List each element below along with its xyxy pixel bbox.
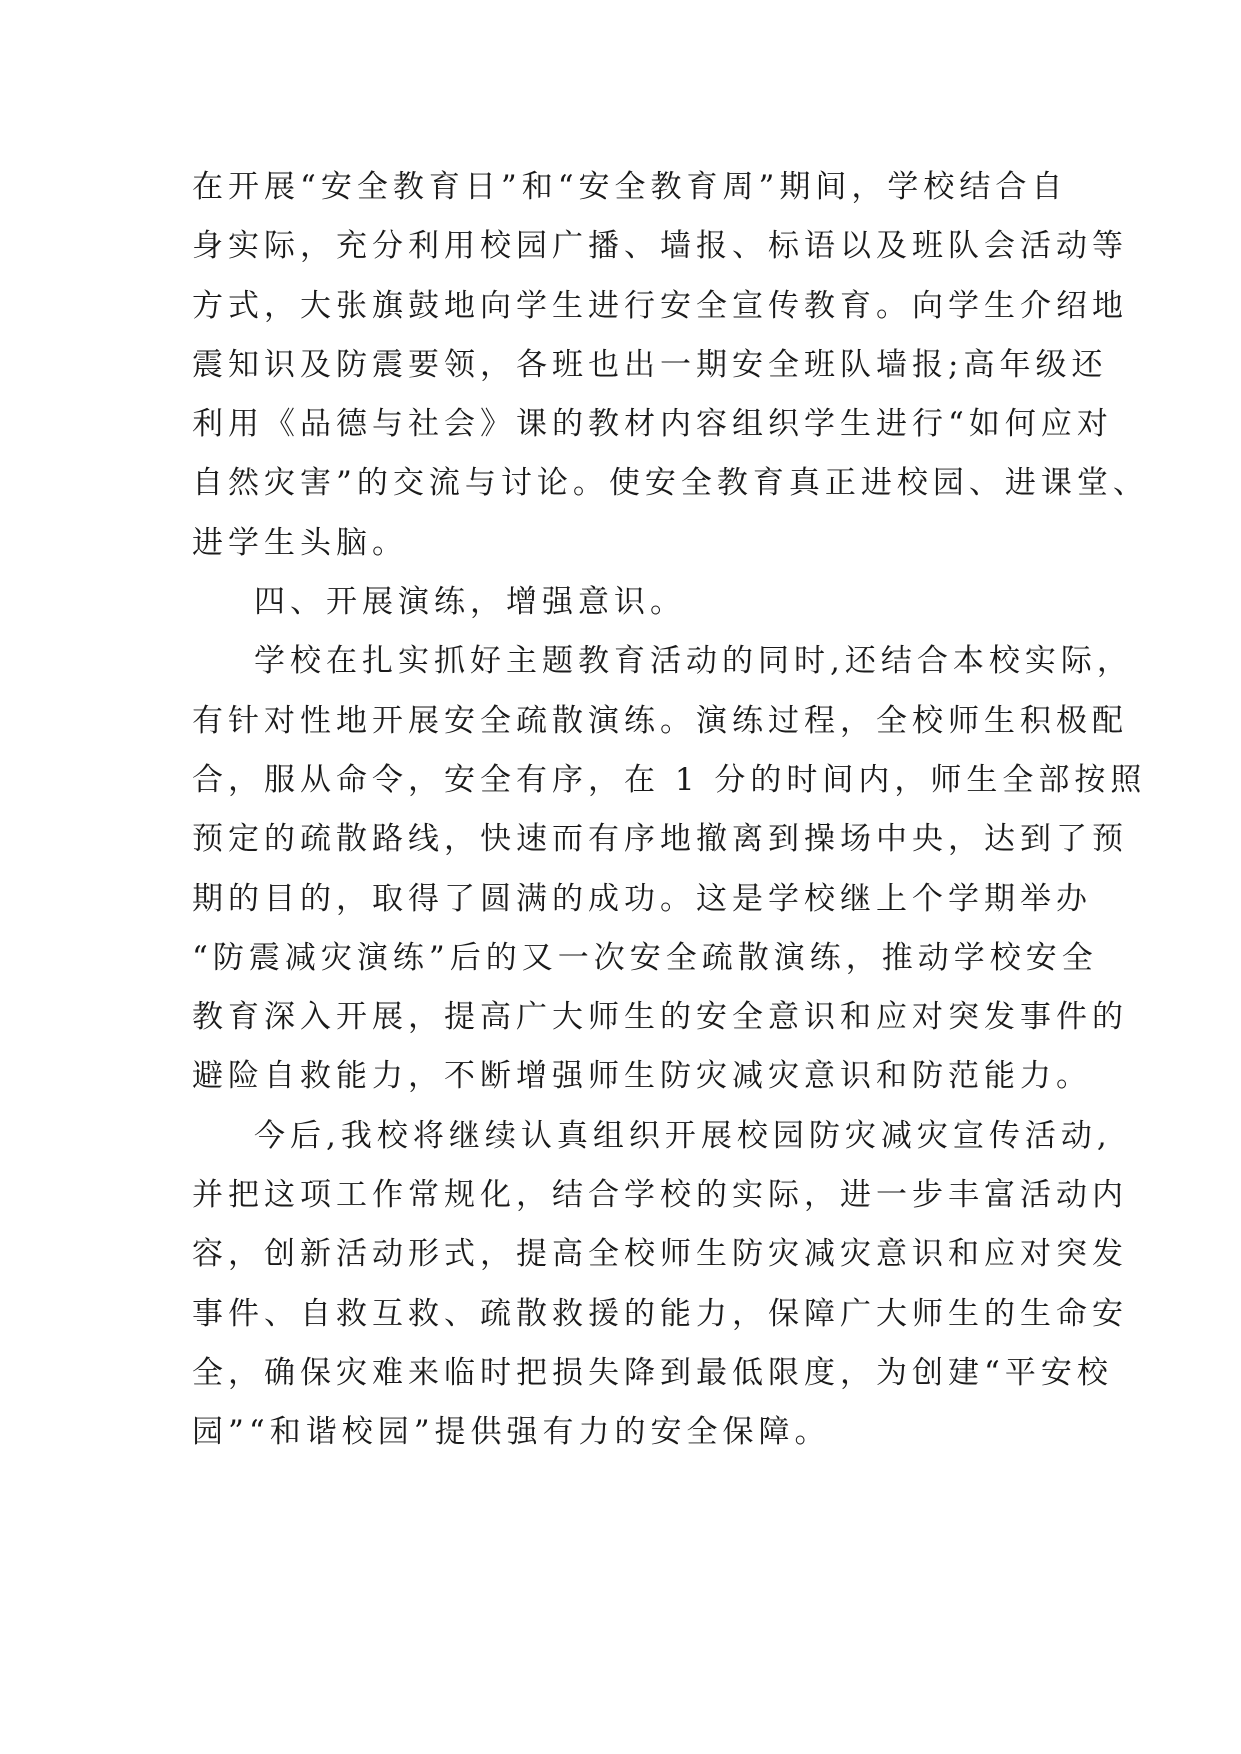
text-line: 合，服从命令，安全有序，在 1 分的时间内，师生全部按照 <box>192 761 1147 798</box>
text-line: 期的目的，取得了圆满的成功。这是学校继上个学期举办 <box>192 880 1092 917</box>
text-line: 园”“和谐校园”提供强有力的安全保障。 <box>192 1414 831 1451</box>
text-line: 学校在扎实抓好主题教育活动的同时,还结合本校实际， <box>254 643 1133 680</box>
text-line: 自然灾害”的交流与讨论。使安全教育真正进校园、进课堂、 <box>192 465 1149 502</box>
text-line: 利用《品德与社会》课的教材内容组织学生进行“如何应对 <box>192 406 1113 443</box>
text-line: 容，创新活动形式，提高全校师生防灾减灾意识和应对突发 <box>192 1236 1128 1273</box>
text-line: 预定的疏散路线，快速而有序地撤离到操场中央，达到了预 <box>192 821 1128 858</box>
text-line: “防震减灾演练”后的又一次安全疏散演练，推动学校安全 <box>192 939 1098 976</box>
section-heading: 四、开展演练，增强意识。 <box>254 584 686 621</box>
text-line: 全，确保灾难来临时把损失降到最低限度，为创建“平安校 <box>192 1354 1113 1391</box>
text-line: 身实际，充分利用校园广播、墙报、标语以及班队会活动等 <box>192 228 1128 265</box>
text-line: 并把这项工作常规化，结合学校的实际，进一步丰富活动内 <box>192 1177 1128 1214</box>
document-body <box>192 158 1149 1463</box>
text-line: 有针对性地开展安全疏散演练。演练过程，全校师生积极配 <box>192 702 1128 739</box>
text-line: 震知识及防震要领，各班也出一期安全班队墙报;高年级还 <box>192 346 1108 383</box>
text-line: 在开展“安全教育日”和“安全教育周”期间，学校结合自 <box>192 169 1068 205</box>
text-line: 进学生头脑。 <box>192 524 408 561</box>
text-line: 方式，大张旗鼓地向学生进行安全宣传教育。向学生介绍地 <box>192 287 1128 324</box>
text-line: 今后,我校将继续认真组织开展校园防灾减灾宣传活动, <box>254 1117 1112 1154</box>
text-line: 教育深入开展，提高广大师生的安全意识和应对突发事件的 <box>192 999 1128 1036</box>
text-line: 避险自救能力，不断增强师生防灾减灾意识和防范能力。 <box>192 1058 1092 1095</box>
text-line: 事件、自救互救、疏散救援的能力，保障广大师生的生命安 <box>192 1295 1128 1332</box>
